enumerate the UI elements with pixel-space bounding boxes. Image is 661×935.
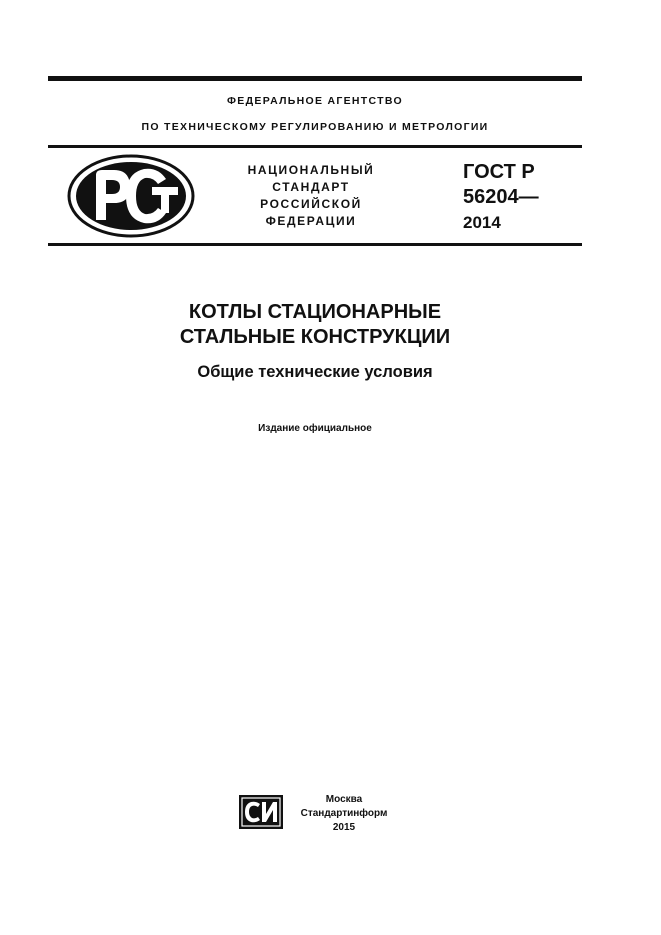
gost-year: 2014 [463,213,501,232]
gost-number: 56204— [463,186,539,208]
national-line-2: СТАНДАРТ [272,180,350,194]
standartinform-logo [238,794,284,830]
agency-line-2: ПО ТЕХНИЧЕСКОМУ РЕГУЛИРОВАНИЮ И МЕТРОЛОГИИ [141,121,489,133]
edition-label: Издание официальное [258,423,372,434]
gost-prefix: ГОСТ Р [463,161,535,183]
publisher-name: Стандартинформ [300,808,388,819]
title-line-1: КОТЛЫ СТАЦИОНАРНЫЕ [188,301,442,323]
publisher-city: Москва [325,794,363,805]
rst-logo [66,153,196,239]
national-line-4: ФЕДЕРАЦИИ [265,214,357,228]
document-subtitle: Общие технические условия [197,363,433,381]
national-line-1: НАЦИОНАЛЬНЫЙ [247,163,375,177]
top-rule [48,76,582,81]
document-title [48,300,582,350]
publisher-info [284,793,404,835]
agency-line-1: ФЕДЕРАЛЬНОЕ АГЕНТСТВО [227,95,403,107]
gost-designation [463,160,539,235]
header-top-rule [48,145,582,148]
title-line-2: СТАЛЬНЫЕ КОНСТРУКЦИИ [179,326,451,348]
national-line-3: РОССИЙСКОЙ [260,197,362,211]
header-bottom-rule [48,243,582,246]
national-standard-label [228,162,394,230]
publisher-year: 2015 [332,822,356,833]
